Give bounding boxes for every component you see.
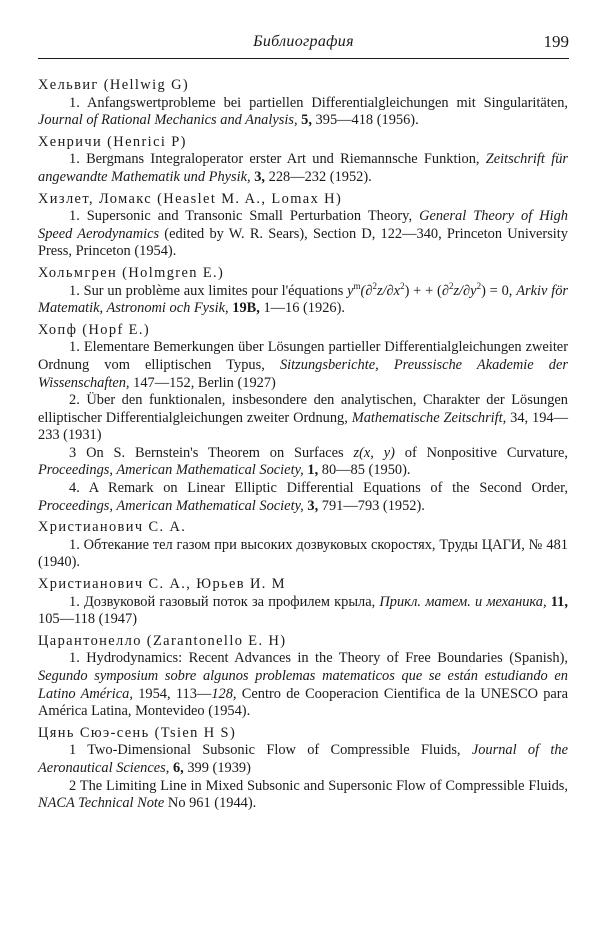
reference-text: 399 (1939) xyxy=(183,759,251,776)
reference-item xyxy=(38,95,568,130)
reference-text: 1. Обтекание тел газом при высоких дозвуковых скоростях, Труды ЦАГИ, № 481 (1940). xyxy=(38,536,568,571)
entry-author: Хопф (Hopf E.) xyxy=(38,321,151,338)
reference-volume: 11, xyxy=(550,593,568,610)
reference-text: 34, 194—233 (1931) xyxy=(38,409,568,444)
reference-text: No 961 (1944). xyxy=(164,795,257,812)
entry-author: Хизлет, Ломакс (Heaslet M. A., Lomax H) xyxy=(38,190,343,207)
reference-italic-text: Mathematische Zeitschrift, xyxy=(351,409,507,426)
entry-author: Хельвиг (Hellwig G) xyxy=(38,77,190,93)
reference-italic-text: NACA Technical Note xyxy=(38,795,165,812)
reference-item xyxy=(38,445,568,480)
bibliography-entry xyxy=(38,576,568,629)
reference-italic-text: Segundo symposium sobre algunos problemas matematicos que se están estudiando en Latino América, xyxy=(38,668,568,702)
bibliography-entry xyxy=(38,77,568,130)
reference-text: 2 The Limiting Line in Mixed Subsonic and Supersonic Flow of Compressible Fluids, xyxy=(69,777,568,794)
reference-text: 1. Supersonic and Transonic Small Perturbation Theory, xyxy=(69,208,420,225)
header-rule xyxy=(38,58,569,59)
reference-item xyxy=(38,480,568,515)
reference-item xyxy=(38,339,568,392)
reference-volume: 1, xyxy=(307,462,319,479)
bibliography-entry xyxy=(38,265,568,318)
reference-text: Centro de Cooperacion Cientifica de la UNESCO para América Latina, Montevideo (1954). xyxy=(38,685,568,720)
reference-item xyxy=(38,650,568,720)
reference-text: 147—152, Berlin (1927) xyxy=(129,374,276,391)
reference-italic-text: z/∂x xyxy=(376,282,401,299)
reference-volume: 3, xyxy=(307,497,319,514)
reference-italic-text: Sitzungsberichte, Preussische Akademie der Wissenschaften, xyxy=(38,356,568,391)
reference-item xyxy=(38,208,568,261)
reference-italic-text: Zeitschrift für angewandte Mathematik und Physik, xyxy=(38,151,568,185)
entry-author: Хенричи (Henrici P) xyxy=(38,133,187,150)
superscript: 2 xyxy=(476,280,482,291)
reference-italic-text: Прикл. матем. и механика, xyxy=(379,593,547,610)
bibliography-entry xyxy=(38,322,568,516)
reference-volume: 6, xyxy=(172,759,184,776)
reference-text: 1. Bergmans Integraloperator erster Art und Riemannsche Funktion, xyxy=(69,151,486,168)
superscript: 2 xyxy=(400,280,405,291)
reference-text: 105—118 (1947) xyxy=(38,611,137,628)
reference-text: 1954, 113— xyxy=(132,685,212,702)
reference-italic-text: Arkiv för Matematik, Astronomi och Fysik, xyxy=(38,282,568,317)
bibliography-list xyxy=(38,77,568,817)
reference-text: 228—232 (1952). xyxy=(265,168,372,185)
entry-author: Хольмгрен (Holmgren E.) xyxy=(38,264,225,281)
reference-item xyxy=(38,537,568,572)
reference-text: 80—85 (1950). xyxy=(318,462,411,479)
superscript: 2 xyxy=(448,280,454,291)
reference-text: (edited by W. R. Sears), Section D, 122—340, Princeton University Press, Princeton (1954). xyxy=(38,225,568,260)
reference-text: 2. Über den funktionalen, insbesondere den analytischen, Charakter der Lösungen elliptischer Differentialgleichungen zweiter Ordnung, xyxy=(38,392,568,426)
superscript: m xyxy=(353,280,361,291)
reference-text: 1—16 (1926). xyxy=(259,300,345,317)
reference-text: 1. Elementare Bemerkungen über Lösungen partieller Differentialgleichungen zweiter Ordnung vom elliptischen Typus, xyxy=(38,339,568,373)
page-number: 199 xyxy=(543,32,569,51)
reference-item xyxy=(38,778,568,813)
reference-volume: 3, xyxy=(254,168,266,185)
bibliography-entry xyxy=(38,519,568,572)
reference-volume: 19B, xyxy=(232,300,260,317)
reference-italic-text: General Theory of High Speed Aerodynamics xyxy=(38,208,568,242)
superscript: 2 xyxy=(372,280,377,291)
page-header xyxy=(38,30,569,56)
bibliography-entry xyxy=(38,134,568,187)
entry-author: Цянь Сюэ-сень (Tsien H S) xyxy=(38,724,237,741)
reference-text: 1. Hydrodynamics: Recent Advances in the Theory of Free Boundaries (Spanish), xyxy=(69,650,568,667)
running-head: Библиография xyxy=(253,33,354,50)
reference-italic-text: z(x, y) xyxy=(353,444,395,461)
bibliography-entry xyxy=(38,633,568,721)
reference-text: 1. Anfangswertprobleme bei partiellen Differentialgleichungen mit Singularitäten, xyxy=(69,94,568,111)
reference-item xyxy=(38,594,568,629)
entry-author: Христианович С. А., Юрьев И. М xyxy=(38,576,286,593)
reference-item xyxy=(38,151,568,186)
reference-item xyxy=(38,392,568,445)
entry-author: Царантонелло (Zarantonello E. H) xyxy=(38,632,287,649)
reference-text: 791—793 (1952). xyxy=(318,497,425,514)
reference-item xyxy=(38,280,568,318)
reference-text: ) + + (∂ xyxy=(404,282,449,299)
reference-text: 3 On S. Bernstein's Theorem on Surfaces xyxy=(69,444,354,461)
reference-text: 1. Sur un problème aux limites pour l'équations xyxy=(69,282,348,299)
reference-italic-text: Journal of the Aeronautical Sciences, xyxy=(38,742,568,776)
reference-italic-text: y xyxy=(347,282,354,299)
bibliography-entry xyxy=(38,725,568,813)
reference-italic-text: Journal of Rational Mechanics and Analysis, xyxy=(38,112,298,129)
reference-text: 1 Two-Dimensional Subsonic Flow of Compressible Fluids, xyxy=(69,742,472,759)
bibliography-entry xyxy=(38,191,568,261)
reference-italic-text: (∂ xyxy=(360,282,373,299)
reference-text: 395—418 (1956). xyxy=(311,112,419,129)
reference-text: 1. Дозвуковой газовый поток за профилем крыла, xyxy=(69,593,380,610)
reference-italic-text: Proceedings, American Mathematical Society, xyxy=(38,497,304,514)
entry-author: Христианович С. А. xyxy=(38,519,187,536)
reference-text: 4. A Remark on Linear Elliptic Differential Equations of the Second Order, xyxy=(69,480,568,497)
reference-volume: 5, xyxy=(301,112,312,129)
reference-text: ) = 0, xyxy=(481,282,517,299)
reference-item xyxy=(38,742,568,777)
reference-italic-text: z/∂y xyxy=(453,282,477,299)
reference-italic-text: Proceedings, American Mathematical Society, xyxy=(38,462,304,479)
reference-italic-text: 128, xyxy=(211,685,237,702)
reference-text: of Nonpositive Curvature, xyxy=(394,444,569,461)
